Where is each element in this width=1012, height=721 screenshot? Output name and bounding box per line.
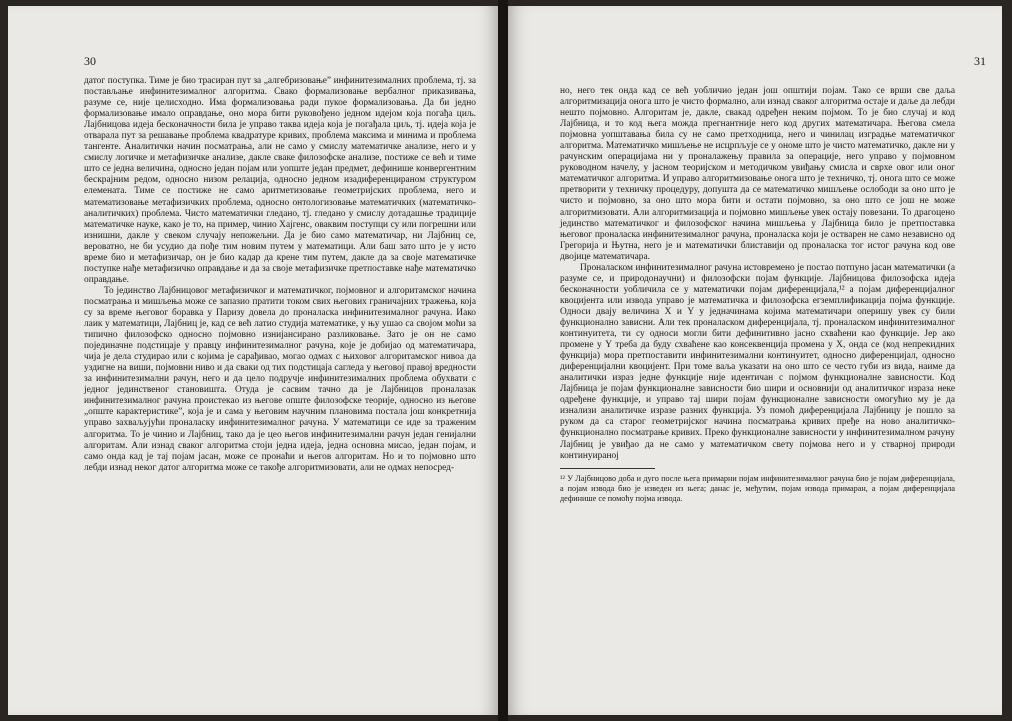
paragraph: Проналаском инфинитезималног рачуна истовремено је постао потпуно јасан математички (а разуме се, и природонаучни) и филозофски појам функције. Лајбницова филозофска идеја бесконачности уобличила се у математички појам диференцијала,¹² а појам диференцијалног квоцијента или извода управо је математичка и филозофска егземплификација појма функције. Односи двају величина X и Y у једначинама којима математичари оперишу увек су били функционално зависни. Али тек проналаском диференцијала, тј. проналаском инфинитезималног континуитета, ти су односи могли бити дефинитивно јасно схваћени као функције. Јер ако промене у Y треба да буду схваћене као консеквенција промена у X, онда се (код непрекидних функција) мора претпоставити инфинитезимални континуитет, односно диференцијал, односно диференцијални квоцијент. При томе ваља указати на оно што се често губи из вида, наиме да аналитички израз једне функције није идентичан с појмом функционалне зависности. Код Лајбница је појам функционалне зависности био шири и основнији од аналитичког израза неке одређене функције, и управо тај шири појам функционалне зависности омогућио му је да изнализи аналитичке изразе разних функција. Уз помоћ диференцијала Лајбницу је пошло за руком да са старог геометријског начина посматрања кривих пређе на ново аналитичко-функционално посматрање кривих. Преко функционалне зависности у инфинитезималном рачуну Лајбниц је увиђао да не само у математичком свету појмова него и у стварној природи континуираној xyxy=(560,262,955,461)
page-number: 31 xyxy=(974,54,986,68)
footnote: ¹² У Лајбницово доба и дуго после њега примарни појам инфинитезималног рачуна био је појам диференцијала, а појам извода био је изведен из њега; данас је, међутим, појам извода примаран, а појам диференцијала дефинише се помоћу појма извода. xyxy=(560,473,955,503)
body-text xyxy=(84,76,476,474)
footnote-rule xyxy=(560,468,655,469)
paragraph: То јединство Лајбницовог метафизичког и математичког, појмовног и алгоритамског начина посматрања и мишљења може се запазио пратити током свих његових граничајних тражења, која су за време његовог боравка у Паризу довела до проналаска инфинитезималног рачуна. Иако лаик у математици, Лајбниц је, кад се већ латио студија математике, у њу ушао са својом моћи за типично филозофско односно појмовно изнијансирано разликовање. Зато је он не само појединачне подстицаје у правцу инфинитезималног рачуна, које је добијао од математичара, чија је дела студирао или с којима је сарађивао, могао одмах с њиховог алгоритамског нивоа да уздигне на виши, појмовни ниво и да сваки од тих подстицаја сагледа у његовој правој вредности за инфинитезимални рачун, него и да цело подручје инфинитезималних проблема обухвати с једног јединственог становишта. Отуда је сасвим тачно да је Лајбницов проналазак инфинитезималног рачуна проистекао из његове опште филозофске теорије, односно из његове „опште карактеристике”, која је и сама у његовим научним плановима постала још конкретнија управо захваљујући проналаску инфинитезималног рачуна. У математици се иде за траженим алгоритма. То је чинио и Лајбниц, тако да је цео његов инфинитезимални рачун један генијални алгоритам. Али изнад сваког алгоритма стоји једна идеја, једна основна мисао, један појам, и само онда кад је тај појам јасан, може се пронаћи и његов алгоритам. Но и то појмовно што лебди изнад неког датог алгоритма може се такође алгоритмизовати, али не одмах непосред- xyxy=(84,285,476,473)
paragraph: датог поступка. Тиме је био трасиран пут за „алгебризовање” инфинитезималних проблема, тј. за постављање инфинитезималног алгоритма. Свако формализовање вербалног приказивања, разуме се, није целисходно. Има формализовања ради пукое формализовања. Да би једно формализовање имало оправдање, оно мора бити руковођено једном идејом која погађа циљ. Лајбницова идеја бесконачности била је управо таква идеја која је погађала циљ, тј. идеја која је отварала пут за решавање проблема квадратуре кривих, проблема максима и минима и проблема тангенте. Аналитички начин посматрања, али не само у смислу математичке анализе, него и у смислу логичке и метафизичке анализе, дакле сваке филозофске анализе, постиже се већ и тиме што се једна величина, односно један појам или уопште један предмет, дефинише конвергентним бескрајним редом, односно низом релација, односно једном изадиференцираном структуром елемената. Тиме се постиже не само аритметизовање геометријских проблема, него и математизовање метафизичких проблема, односно онтологизовање математичких (математичко-аналитичких) проблема. Чисто математички гледано, тј. гледано у смислу дотадашње традиције математичке науке, како је то, на пример, чинио Хајгенс, оваквим поступци су или погрешни или изнишни, дакле у свеком случају непожељни. Да је био само математичар, ни Лајбниц се, вероватно, не би усудио да пође тим новим путем у математици. Али баш зато што је у исто време био и метафизичар, он је био кадар да крене тим путем, дакле да за своје математичке поступке нађе метафизичко оправдање и да за своје метафизичке претпоставке нађе математичко оправдање. xyxy=(84,76,476,285)
left-page xyxy=(8,6,498,715)
right-page xyxy=(508,6,1002,715)
paragraph: но, него тек онда кад се већ уобличио један још општији појам. Тако се врши све даља алгоритмизација онога што је чисто формално, али изнад сваког алгоритма остаје и даље да лебди нешто појмовно. Алгоритам је, дакле, свакад одређен неким појмом. То је био случај и код Лајбница, и то код њега можда прегнантније него код других математичара. Његова смела појмовна уопштавања била су не само претходница, него и чинилац изградње математичког алгоритма. Математичко мишљење не исцрпљује се у ономе што је чисто математичко, дакле ни у рачунским операцијама ни у проналажењу правила за операције, него управо у појмовном руководном начелу, у јасном теоријском и методичком увиђању смисла и сврхе овог или оног математичког алгоритма. И управо алгоритмизовање онога што је техничко, тј. онога што се може претворити у техничку процедуру, допушта да се математичко мишљење ослободи за оно што је чисто и појмовно, за оно што мора бити и остати појмовно, за оно што се још не може алгоритмизовати. Али алгоритмизација и појмовно мишљење увек остају повезани. То драгоцено јединство математичког и филозофског начина мишљења у Лајбница било је претпоставка његовог проналаска инфинитезималног рачуна, проналаска који је остварен не само независно од Грегорија и Њутна, него је и математички блиставији од проналаска тог истог рачуна код ове двојице математичара. xyxy=(560,86,955,262)
book-gutter xyxy=(498,0,508,721)
body-text xyxy=(560,86,955,504)
page-number: 30 xyxy=(84,54,96,68)
